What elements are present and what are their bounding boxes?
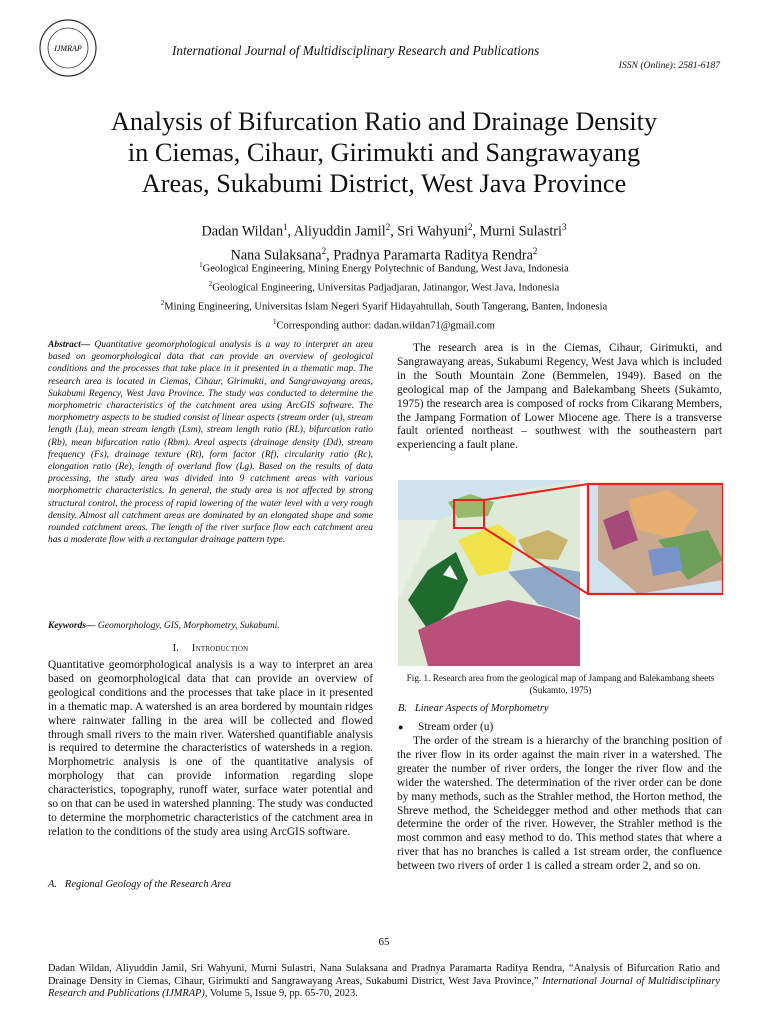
subsection-heading: A. Regional Geology of the Research Area [48,879,232,890]
keywords [48,620,373,632]
introduction-paragraph: Quantitative geomorphological analysis is a way to interpret an area based on geomorphological data that can provide an overview of geological conditions and the processes that take place in it presented in a thematic map. A watershed is an area bordered by mountain ridges where rainwater falling in the area will be collected and flowed through small rivers to the main river. Watershed quantifiable analysis is required to determine the characteristics of watersheds in a region. Morphometric analysis is one of the quantitative analysis of morphology that can provide information regarding slope characteristics, topography, runoff water, surface water potential and so on that can be used in watershed planning. The study was conducted to determine the morphometric characteristics of the catchment area in relation to the conditions of the study area using ArcGIS software. [48,659,373,838]
subsection-heading: B. Linear Aspects of Morphometry [398,703,549,714]
abstract-label: Abstract— [48,340,91,350]
geological-map-figure [398,480,723,666]
title-line: in Ciemas, Cihaur, Girimukti and Sangrawayang [127,138,641,167]
author-list: Dadan Wildan$^1$, Aliyuddin Jamil$^2$, Sri Wahyuni$^2$, Murni Sulastri$^3$ Nana Sulaksana$^2$, Pradnya Paramarta Raditya Rendra$^2$ [201,222,567,264]
page-number: 65 [378,936,390,948]
issn: ISSN (Online): 2581-6187 [618,60,720,71]
stream-order-paragraph: The order of the stream is a hierarchy of the branching position of the river flow in its order against the main river in a watershed. The greater the number of river orders, the longer the river flow and the wider the watershed. The determination of the river order can be done by many methods, such as the Strahler method, the Horton method, the Shreve method, the Scheidegger method and other methods that can determine the order of the river. However, the Strahler method is the most common and easy method to do. This method states that where a river that has no branches is called a 1st stream order, the confluence between two rivers of order 1 is called a stream order 2, and so on. [397,735,722,873]
affiliation: $^2$Mining Engineering, Universitas Islam Negeri Syarif Hidayahtullah, South Tangerang, Banten, Indonesia [160,299,608,313]
author-name: Murni Sulastri [479,223,562,240]
author-name: Pradnya Paramarta Raditya Rendra [333,247,533,264]
keywords-label: Keywords— [48,621,96,631]
affiliation: $^1$Geological Engineering, Mining Energy Polytechnic of Bandung, West Java, Indonesia [199,261,569,275]
title-line: Areas, Sukabumi District, West Java Province [141,169,627,198]
regional-geology-paragraph: The research area is in the Ciemas, Cihaur, Girimukti, and Sangrawayang areas, Sukabumi Regency, West Java which is included in the South Mountain Zone (Bemmelen, 1949). Based on the geological map of the Jampang and Balekambang Sheets (Sukamto, 1975) the research area is composed of rocks from Cikarang Members, the Jampang Formation of Lower Miocene age. There is a transverse fault oriented northeast – southwest with the southeastern part experiencing a fault plane. [397,342,722,452]
paper-title [30,106,738,199]
bullet-icon: ● [398,722,404,732]
author-name: Sri Wahyuni [397,223,468,240]
keywords-text: Geomorphology, GIS, Morphometry, Sukabumi. [95,621,280,631]
abstract-text: Quantitative geomorphological analysis is a way to interpret an area based on geomorphological data that can provide an overview of geological conditions and the processes that take place in it presented in a thematic map. The research area is located in Ciemas, Cihaur, Girimukti, and Sangrawayang areas, Sukabumi Regency, West Java Province. The study was conducted to determine the morphometric characteristics of the catchment area using ArcGIS software. The morphometry aspects to be studied consist of linear aspects (stream order (u), stream length (Lu), mean stream length (Lsm), stream length ratio (RL), bifurcation ratio (Rb), mean bifurcation ratio (Rbm). Areal aspects (drainage density (Dd), stream frequency (Fs), drainage texture (Rt), form factor (Rf), circularity ratio (Rc), elongation ratio (Re), length of overland flow (Lg). Based on the results of data processing, the study area was divided into 9 catchment areas with various morphometric characteristics. In general, the study area is not affected by strong structural control, the process of rapid lowering of the water level with a very rough density. Almost all catchment areas are dominated by an elongated shape and some rounded catchment areas. The length of the river surface flow each catchment area has a moderate flow with a rectangular drainage pattern type. [48,340,373,546]
bullet-item: ● Stream order (u) [398,721,494,733]
author-name: Aliyuddin Jamil [293,223,386,240]
affiliations [20,258,748,334]
seal-text: IJMRAP [54,44,82,53]
citation-footer: Dadan Wildan, Aliyuddin Jamil, Sri Wahyuni, Murni Sulastri, Nana Sulaksana and Pradnya Paramarta Raditya Rendra, “Analysis of Bifurcation Ratio and Drainage Density in Ciemas, Cihaur, Girimukti and Sangrawayang Areas, Sukabumi District, West Java Province,” International Journal of Multidisciplinary Research and Publications (IJMRAP), Volume 5, Issue 9, pp. 65-70, 2023. [48,963,720,1000]
author-name: Nana Sulaksana [230,247,322,264]
abstract [48,339,373,546]
figure-caption: Fig. 1. Research area from the geological map of Jampang and Balekambang sheets (Sukamto, 1975) [406,673,715,695]
section-heading: I. Introduction [172,643,249,654]
journal-seal-logo [38,18,98,78]
affiliation: $^2$Geological Engineering, Universitas Padjadjaran, Jatinangor, West Java, Indonesia [208,280,560,294]
corresponding-author: $^1$Corresponding author: dadan.wildan71@gmail.com [273,318,495,332]
journal-name: International Journal of Multidisciplinary Research and Publications [172,43,540,58]
title-line: Analysis of Bifurcation Ratio and Drainage Density [110,107,658,136]
author-name: Dadan Wildan [201,223,284,240]
